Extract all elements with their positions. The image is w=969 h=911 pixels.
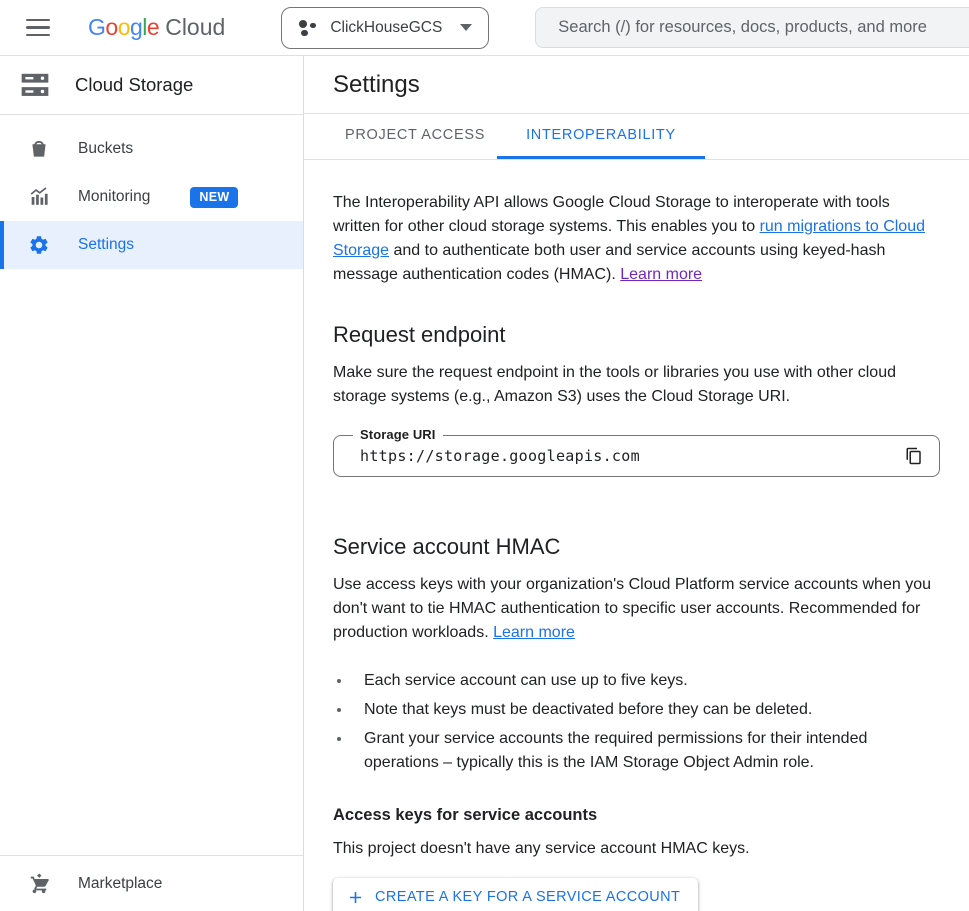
tab-bar (304, 114, 969, 160)
hmac-bullet-list (333, 669, 940, 775)
top-app-bar (0, 0, 969, 56)
sidebar-header (0, 56, 303, 115)
storage-uri-field (333, 427, 940, 477)
logo-letter: o (117, 14, 130, 40)
tab-label: PROJECT ACCESS (345, 127, 486, 143)
project-name: ClickHouseGCS (330, 18, 443, 36)
bucket-icon (28, 138, 50, 160)
learn-more-link[interactable]: Learn more (620, 266, 703, 283)
new-badge: NEW (190, 187, 238, 208)
sidebar-item-buckets[interactable] (0, 125, 303, 173)
request-endpoint-heading: Request endpoint (333, 322, 506, 347)
list-item: • Each service account can use up to five keys. (352, 669, 940, 693)
project-icon (298, 18, 318, 38)
sidebar-nav (0, 115, 303, 269)
main-content (304, 56, 969, 911)
interoperability-panel (304, 160, 969, 911)
service-hmac-text: Use access keys with your organization's Cloud Platform service accounts when you don't want to tie HMAC authentication to specific user accounts. Recommended for production workloads. (333, 576, 931, 641)
intro-paragraph (333, 191, 940, 287)
logo-letter: o (105, 14, 118, 40)
plus-icon (346, 888, 365, 907)
empty-state-text: This project doesn't have any service account HMAC keys. (333, 840, 750, 857)
monitoring-chart-icon (28, 186, 50, 208)
create-key-button[interactable] (333, 878, 698, 911)
sidebar-item-marketplace[interactable] (0, 860, 303, 908)
learn-more-link[interactable]: Learn more (493, 624, 575, 641)
copy-icon (905, 447, 923, 465)
tab-label: INTEROPERABILITY (526, 127, 676, 143)
list-item: • Note that keys must be deactivated before they can be deleted. (352, 698, 940, 722)
access-keys-heading: Access keys for service accounts (333, 806, 598, 824)
sidebar-item-label: Monitoring (78, 188, 151, 205)
sidebar-title: Cloud Storage (75, 74, 194, 95)
run-migrations-link[interactable]: run migrations to Cloud Storage (333, 218, 925, 259)
sidebar-item-label: Marketplace (78, 875, 163, 892)
sidebar-item-label: Buckets (78, 140, 134, 157)
tab-project-access[interactable] (333, 114, 497, 159)
service-hmac-paragraph (333, 573, 940, 645)
chevron-down-icon (460, 24, 472, 31)
intro-text: The Interoperability API allows Google Cloud Storage to interoperate with tools written for other cloud storage systems. This enables you to (333, 194, 890, 235)
page-title-row (304, 56, 969, 114)
storage-uri-label: Storage URI (353, 427, 443, 442)
copy-button[interactable] (901, 443, 927, 469)
storage-uri-value: https://storage.googleapis.com (360, 447, 640, 465)
service-hmac-heading: Service account HMAC (333, 534, 561, 559)
tab-interoperability[interactable] (497, 114, 705, 159)
sidebar (0, 56, 304, 911)
sidebar-item-monitoring[interactable] (0, 173, 303, 221)
hamburger-menu-icon[interactable] (26, 14, 50, 42)
logo-cloud-text: Cloud (165, 14, 226, 40)
project-selector[interactable] (281, 7, 489, 49)
intro-text: and to authenticate both user and service accounts using keyed-hash message authentication codes (HMAC). (333, 242, 886, 283)
search-input[interactable] (558, 18, 969, 37)
logo-letter: g (129, 14, 143, 40)
google-cloud-logo (88, 14, 225, 41)
logo-letter: l (142, 14, 147, 40)
page-title: Settings (333, 70, 420, 98)
logo-letter: e (146, 14, 160, 40)
list-item: • Grant your service accounts the required permissions for their intended operations – typically this is the IAM Storage Object Admin role. (352, 727, 940, 775)
create-key-button-label: CREATE A KEY FOR A SERVICE ACCOUNT (375, 889, 681, 905)
search-bar[interactable] (535, 7, 969, 48)
sidebar-item-settings[interactable] (0, 221, 303, 269)
sidebar-footer (0, 855, 303, 911)
request-endpoint-paragraph: Make sure the request endpoint in the tools or libraries you use with other cloud storage systems (e.g., Amazon S3) uses the Cloud Storage URI. (333, 364, 896, 405)
cloud-storage-icon (19, 69, 51, 101)
gear-icon (28, 234, 50, 256)
marketplace-cart-icon (28, 873, 50, 895)
logo-letter: G (88, 14, 106, 40)
sidebar-item-label: Settings (78, 236, 135, 253)
